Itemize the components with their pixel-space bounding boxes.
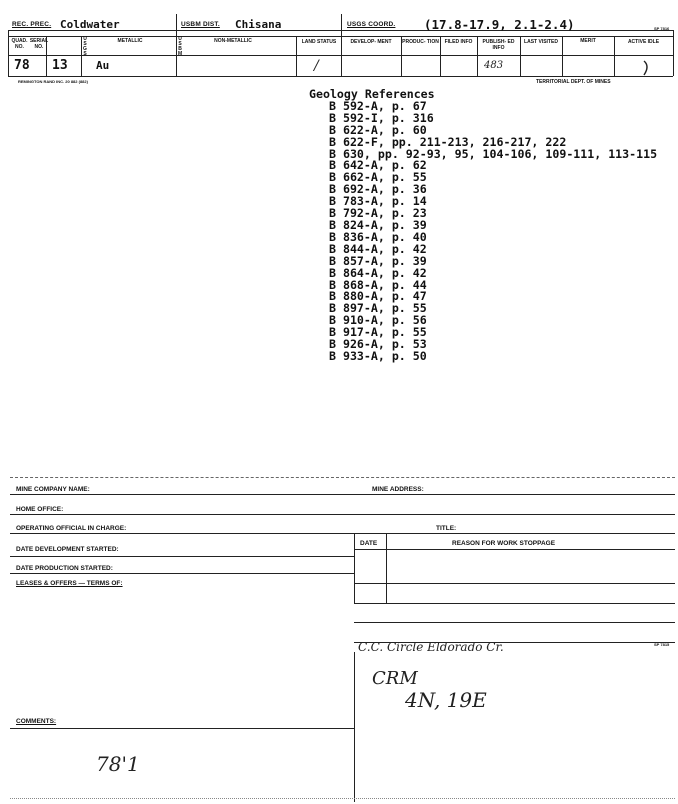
development-label: DEVELOP- MENT	[350, 39, 392, 45]
references-title: Geology References	[309, 87, 435, 101]
date-label: DATE	[360, 540, 378, 547]
reference-item: B 642-A, p. 62	[329, 158, 427, 173]
territorial-label: TERRITORIAL DEPT. OF MINES	[536, 79, 611, 85]
quad-no-label: QUAD. NO.	[11, 38, 28, 50]
reference-item: B 844-A, p. 42	[329, 241, 427, 256]
form-code-top: SP 7816	[654, 26, 670, 31]
reference-item: B 933-A, p. 50	[329, 348, 427, 363]
serial-no-value: 13	[52, 58, 68, 73]
reference-item: B 592-A, p. 67	[329, 98, 427, 113]
metallic-value: Au	[96, 59, 110, 72]
usgs-coord-value: (17.8-17.9, 2.1-2.4)	[424, 17, 575, 32]
comments-label: COMMENTS:	[16, 718, 57, 725]
home-office-label: HOME OFFICE:	[16, 506, 64, 513]
reference-item: B 880-A, p. 47	[329, 289, 427, 304]
rec-prec-label: REC. PREC.	[12, 21, 52, 28]
usbm-dist-value: Chisana	[235, 18, 282, 31]
township: 4N, 19E	[405, 688, 487, 712]
filed-info-label: FILED INFO	[444, 39, 473, 45]
date-development-label: DATE DEVELOPMENT STARTED:	[16, 546, 119, 553]
usbm-dist-label: USBM DIST.	[181, 21, 220, 28]
reference-item: B 630, pp. 92-93, 95, 104-106, 109-111, 113-115	[329, 146, 658, 161]
usgs-abbrev: U S G S	[83, 36, 87, 57]
reference-item: B 917-A, p. 55	[329, 325, 427, 340]
mine-address-label: MINE ADDRESS:	[372, 486, 424, 493]
reference-item: B 910-A, p. 56	[329, 313, 427, 328]
published-info-label: PUBLISH- ED INFO	[482, 39, 515, 51]
last-visited-label: LAST VISITED	[524, 39, 558, 45]
reference-item: B 897-A, p. 55	[329, 301, 427, 316]
active-mark-icon	[640, 58, 654, 78]
rec-prec-value: Coldwater	[60, 18, 120, 31]
reference-item: B 926-A, p. 53	[329, 337, 427, 352]
metallic-label: METALLIC	[117, 38, 143, 44]
reference-item: B 864-A, p. 42	[329, 265, 427, 280]
reference-item: B 868-A, p. 44	[329, 277, 427, 292]
comment-number: 78'​1	[96, 752, 140, 776]
mine-company-label: MINE COMPANY NAME:	[16, 486, 90, 493]
land-status-value: /	[314, 58, 319, 74]
geology-references	[309, 89, 657, 363]
title-label: TITLE:	[436, 525, 457, 532]
active-idle-label: ACTIVE IDLE	[627, 39, 660, 45]
printer-line: REMINGTON RAND INC. 20 882 (882)	[18, 79, 88, 84]
reference-item: B 836-A, p. 40	[329, 229, 427, 244]
usbm-abbrev: U S B M	[178, 36, 183, 57]
reference-item: B 857-A, p. 39	[329, 253, 427, 268]
production-label: PRODUC- TION	[402, 39, 439, 45]
operating-official-label: OPERATING OFFICIAL IN CHARGE:	[16, 525, 127, 532]
reference-item: B 592-I, p. 316	[329, 110, 434, 125]
leases-label: LEASES & OFFERS — TERMS OF:	[16, 580, 123, 587]
form-code-bottom: SP 7815	[654, 642, 670, 647]
reference-item: B 783-A, p. 14	[329, 194, 427, 209]
reference-item: B 792-A, p. 23	[329, 206, 427, 221]
land-status-label: LAND STATUS	[301, 39, 337, 45]
reference-item: B 622-F, pp. 211-213, 216-217, 222	[329, 134, 567, 149]
quad-no-value: 78	[14, 58, 30, 73]
serial-no-label: SERIAL NO.	[29, 38, 49, 50]
location-note: C.C. Circle Eldorado Cr.	[358, 640, 504, 654]
reference-item: B 662-A, p. 55	[329, 170, 427, 185]
date-production-label: DATE PRODUCTION STARTED:	[16, 565, 113, 572]
reference-item: B 824-A, p. 39	[329, 217, 427, 232]
reason-label: REASON FOR WORK STOPPAGE	[452, 540, 556, 547]
usgs-coord-label: USGS COORD.	[347, 21, 396, 28]
initials: CRM	[372, 668, 418, 689]
non-metallic-label: NON-METALLIC	[214, 38, 252, 44]
published-info-value: 483	[484, 60, 504, 71]
merit-label: MERIT	[580, 38, 596, 44]
reference-item: B 622-A, p. 60	[329, 122, 427, 137]
reference-item: B 692-A, p. 36	[329, 182, 427, 197]
